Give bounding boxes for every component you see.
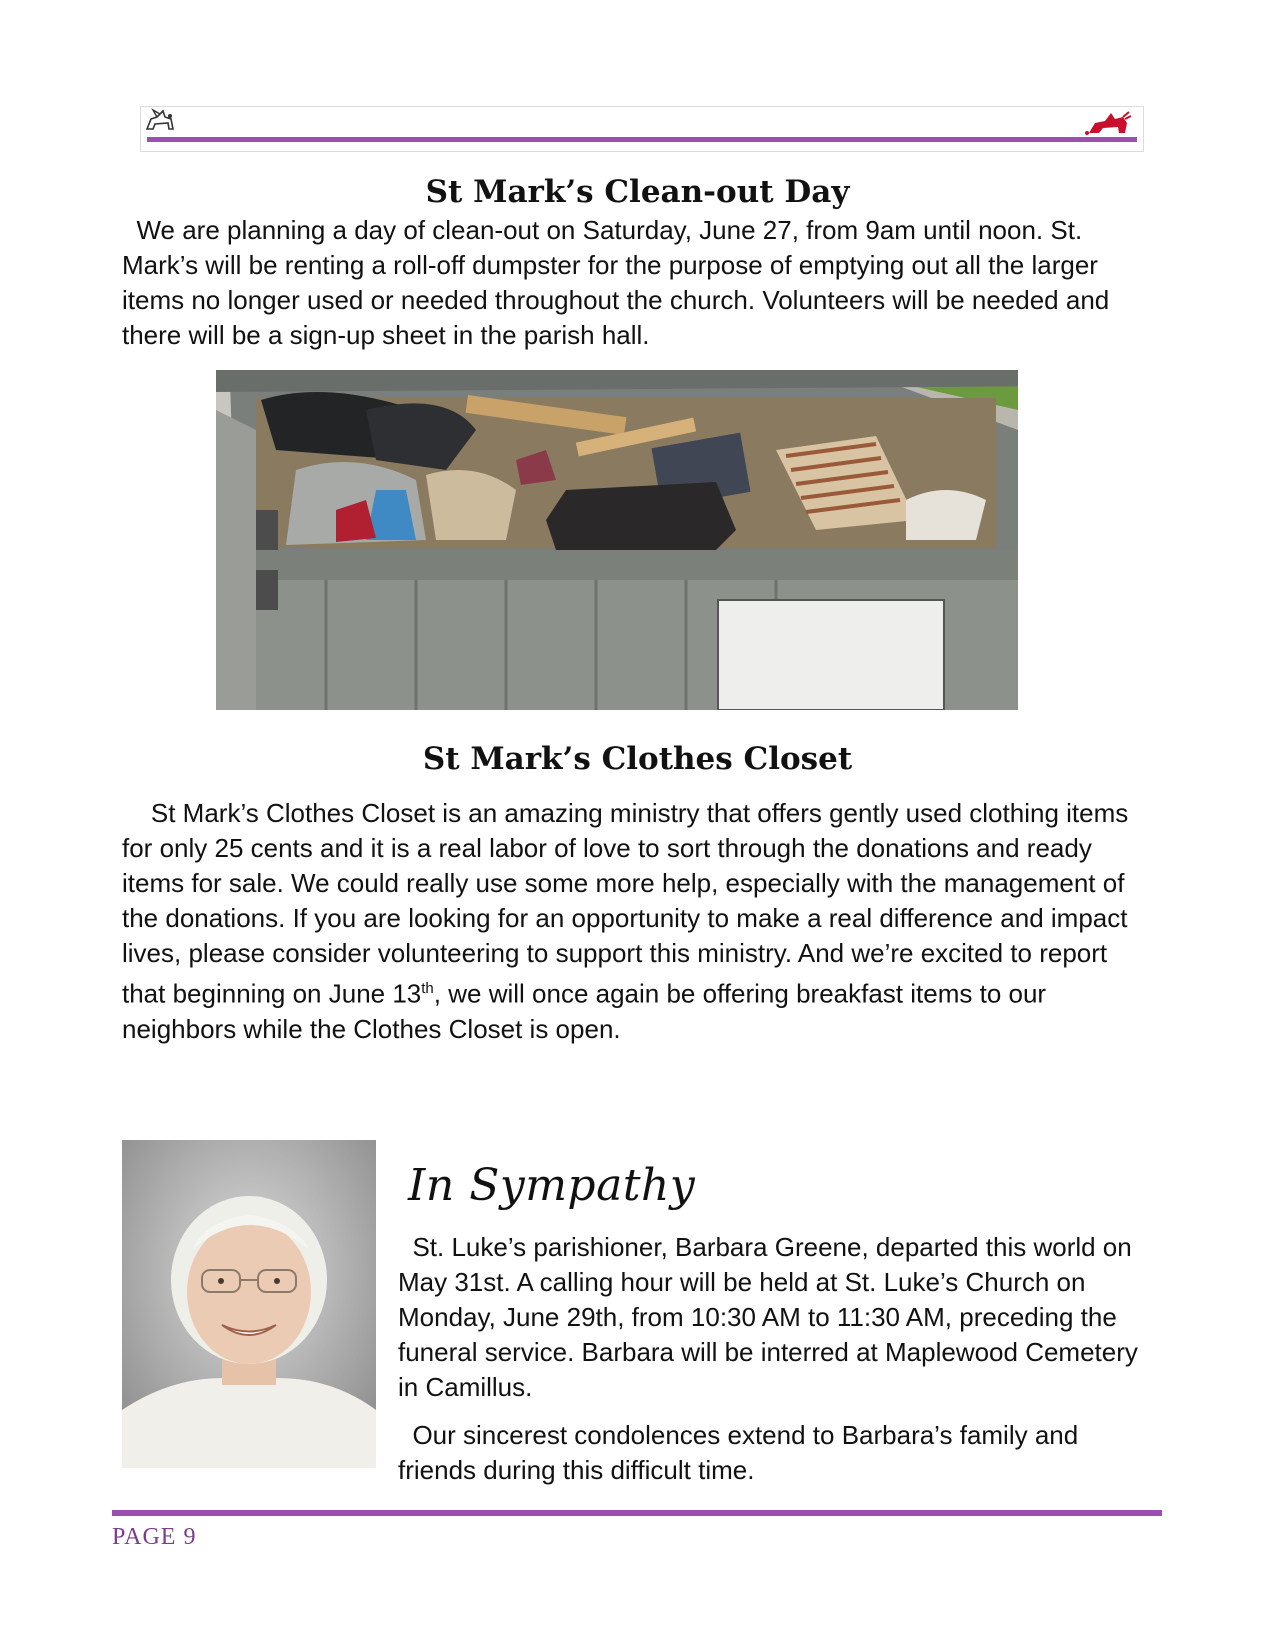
- closet-body-text: St Mark’s Clothes Closet is an amazing ministry that offers gently used clothing items for only 25 cents and it is a real labor of love to sort through the donations and ready items for sale. We could really use some more help, especially with the management of the donations. If you are looking for an opportunity to make a real difference and impact lives, please consider volunteering to support this ministry. And we’re excited to report that beginning on June 13: [122, 798, 1129, 1009]
- dumpster-photo: [216, 370, 1018, 710]
- header-divider: [147, 137, 1137, 142]
- portrait-photo: [122, 1140, 376, 1468]
- sympathy-title: In Sympathy: [408, 1160, 696, 1211]
- cleanout-body: We are planning a day of clean-out on Saturday, June 27, from 9am until noon. St. Mark’s will be renting a roll-off dumpster for the purpose of emptying out all the larger items no longer used or needed throughout the church. Volunteers will be needed and there will be a sign-up sheet in the parish hall.: [122, 215, 1110, 350]
- footer-divider: [112, 1510, 1162, 1516]
- closet-body-text-end: , we will once again be offering breakfast items to our neighbors while the Clothes Closet is open.: [122, 978, 1047, 1044]
- header-band: [140, 106, 1144, 152]
- closet-body: [122, 796, 1142, 1047]
- winged-ox-icon: [1083, 109, 1133, 139]
- closet-body-superscript: th: [421, 980, 434, 997]
- winged-lion-icon: [143, 107, 177, 137]
- cleanout-title: St Mark’s Clean-out Day: [425, 174, 850, 210]
- sympathy-paragraph-1: St. Luke’s parishioner, Barbara Greene, departed this world on May 31st. A calling hour will be held at St. Luke’s Church on Monday, June 29th, from 10:30 AM to 11:30 AM, preceding the funeral service. Barbara will be interred at Maplewood Cemetery in Camillus.: [398, 1232, 1138, 1402]
- closet-title: St Mark’s Clothes Closet: [422, 741, 853, 777]
- page-number: PAGE 9: [112, 1524, 197, 1550]
- sympathy-paragraph-2: Our sincerest condolences extend to Barbara’s family and friends during this difficult time.: [398, 1420, 1079, 1485]
